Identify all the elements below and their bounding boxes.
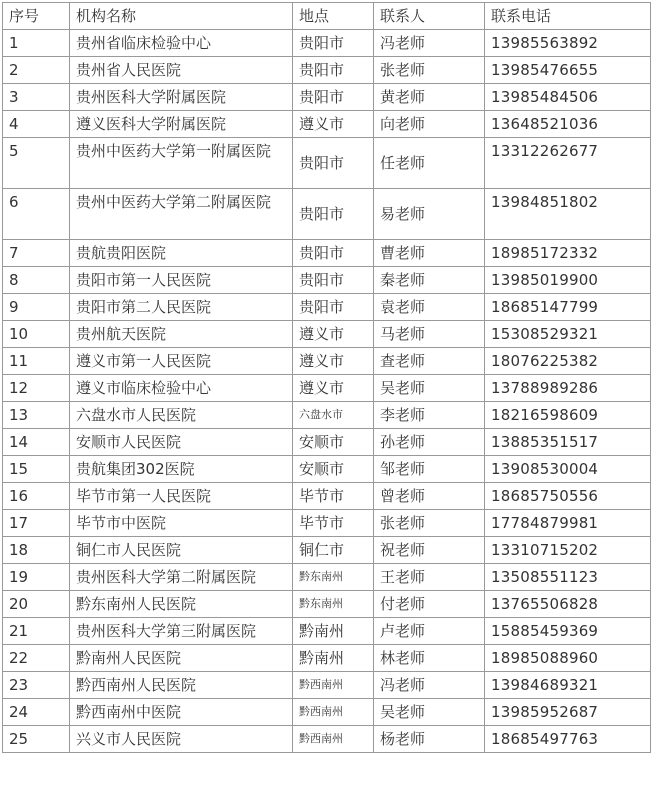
cell-contact: 曹老师 [374, 240, 485, 267]
cell-contact: 查老师 [374, 348, 485, 375]
cell-seq: 2 [3, 57, 70, 84]
cell-phone: 13985563892 [485, 30, 651, 57]
cell-phone: 13985952687 [485, 699, 651, 726]
header-phone: 联系电话 [485, 3, 651, 30]
cell-institution-name: 铜仁市人民医院 [70, 537, 293, 564]
cell-contact: 黄老师 [374, 84, 485, 111]
cell-location: 遵义市 [293, 375, 374, 402]
cell-seq: 6 [3, 189, 70, 240]
cell-contact: 林老师 [374, 645, 485, 672]
cell-location: 黔东南州 [293, 564, 374, 591]
table-row [3, 30, 651, 57]
table-row [3, 618, 651, 645]
cell-location: 毕节市 [293, 483, 374, 510]
cell-contact: 祝老师 [374, 537, 485, 564]
cell-location: 贵阳市 [293, 294, 374, 321]
cell-location: 黔西南州 [293, 672, 374, 699]
cell-contact: 向老师 [374, 111, 485, 138]
cell-contact: 张老师 [374, 57, 485, 84]
cell-institution-name: 遵义市临床检验中心 [70, 375, 293, 402]
cell-seq: 11 [3, 348, 70, 375]
cell-phone: 15885459369 [485, 618, 651, 645]
cell-location: 贵阳市 [293, 57, 374, 84]
cell-seq: 18 [3, 537, 70, 564]
cell-contact: 卢老师 [374, 618, 485, 645]
table-row [3, 375, 651, 402]
cell-contact: 王老师 [374, 564, 485, 591]
cell-contact: 张老师 [374, 510, 485, 537]
table-row [3, 111, 651, 138]
cell-location: 遵义市 [293, 321, 374, 348]
header-location: 地点 [293, 3, 374, 30]
cell-contact: 邹老师 [374, 456, 485, 483]
cell-seq: 8 [3, 267, 70, 294]
cell-phone: 13765506828 [485, 591, 651, 618]
cell-institution-name: 遵义市第一人民医院 [70, 348, 293, 375]
cell-phone: 18216598609 [485, 402, 651, 429]
table-row [3, 267, 651, 294]
cell-phone: 13788989286 [485, 375, 651, 402]
cell-institution-name: 黔西南州人民医院 [70, 672, 293, 699]
cell-contact: 杨老师 [374, 726, 485, 753]
table-body [3, 30, 651, 753]
table-row [3, 726, 651, 753]
cell-institution-name: 贵州医科大学附属医院 [70, 84, 293, 111]
cell-seq: 15 [3, 456, 70, 483]
cell-seq: 19 [3, 564, 70, 591]
cell-location: 遵义市 [293, 348, 374, 375]
table-row [3, 348, 651, 375]
cell-location: 贵阳市 [293, 30, 374, 57]
cell-seq: 7 [3, 240, 70, 267]
cell-phone: 13908530004 [485, 456, 651, 483]
cell-institution-name: 毕节市中医院 [70, 510, 293, 537]
cell-phone: 17784879981 [485, 510, 651, 537]
cell-location: 贵阳市 [293, 138, 374, 189]
table-row [3, 645, 651, 672]
cell-location: 贵阳市 [293, 240, 374, 267]
cell-contact: 马老师 [374, 321, 485, 348]
cell-phone: 13648521036 [485, 111, 651, 138]
cell-location: 贵阳市 [293, 189, 374, 240]
cell-contact: 秦老师 [374, 267, 485, 294]
table-row [3, 402, 651, 429]
cell-phone: 18685147799 [485, 294, 651, 321]
cell-location: 黔东南州 [293, 591, 374, 618]
cell-location: 毕节市 [293, 510, 374, 537]
cell-phone: 15308529321 [485, 321, 651, 348]
cell-contact: 冯老师 [374, 30, 485, 57]
cell-location: 铜仁市 [293, 537, 374, 564]
cell-location: 贵阳市 [293, 267, 374, 294]
cell-seq: 17 [3, 510, 70, 537]
table-row [3, 240, 651, 267]
cell-phone: 18985172332 [485, 240, 651, 267]
cell-institution-name: 贵航集团302医院 [70, 456, 293, 483]
cell-institution-name: 贵航贵阳医院 [70, 240, 293, 267]
cell-contact: 冯老师 [374, 672, 485, 699]
cell-phone: 13885351517 [485, 429, 651, 456]
cell-institution-name: 黔西南州中医院 [70, 699, 293, 726]
cell-location: 黔西南州 [293, 726, 374, 753]
table-row [3, 138, 651, 189]
cell-seq: 12 [3, 375, 70, 402]
cell-seq: 1 [3, 30, 70, 57]
cell-phone: 18685497763 [485, 726, 651, 753]
cell-phone: 13984851802 [485, 189, 651, 240]
cell-institution-name: 贵阳市第一人民医院 [70, 267, 293, 294]
cell-phone: 13312262677 [485, 138, 651, 189]
cell-institution-name: 贵阳市第二人民医院 [70, 294, 293, 321]
cell-phone: 13985019900 [485, 267, 651, 294]
cell-contact: 吴老师 [374, 375, 485, 402]
cell-location: 遵义市 [293, 111, 374, 138]
cell-institution-name: 兴义市人民医院 [70, 726, 293, 753]
cell-phone: 18076225382 [485, 348, 651, 375]
cell-location: 六盘水市 [293, 402, 374, 429]
cell-location: 黔南州 [293, 645, 374, 672]
table-row [3, 57, 651, 84]
table-row [3, 699, 651, 726]
cell-seq: 16 [3, 483, 70, 510]
cell-seq: 9 [3, 294, 70, 321]
table-row [3, 510, 651, 537]
table-row [3, 429, 651, 456]
header-contact: 联系人 [374, 3, 485, 30]
cell-contact: 袁老师 [374, 294, 485, 321]
cell-contact: 任老师 [374, 138, 485, 189]
table-row [3, 672, 651, 699]
cell-contact: 吴老师 [374, 699, 485, 726]
table-row [3, 564, 651, 591]
cell-institution-name: 黔东南州人民医院 [70, 591, 293, 618]
cell-location: 贵阳市 [293, 84, 374, 111]
cell-phone: 13985484506 [485, 84, 651, 111]
institution-contact-table [2, 2, 651, 753]
cell-seq: 24 [3, 699, 70, 726]
cell-seq: 13 [3, 402, 70, 429]
cell-institution-name: 贵州中医药大学第二附属医院 [70, 189, 293, 240]
cell-institution-name: 六盘水市人民医院 [70, 402, 293, 429]
cell-location: 黔西南州 [293, 699, 374, 726]
cell-seq: 25 [3, 726, 70, 753]
cell-contact: 付老师 [374, 591, 485, 618]
cell-seq: 3 [3, 84, 70, 111]
cell-institution-name: 贵州省临床检验中心 [70, 30, 293, 57]
cell-institution-name: 贵州中医药大学第一附属医院 [70, 138, 293, 189]
cell-seq: 21 [3, 618, 70, 645]
cell-institution-name: 贵州医科大学第二附属医院 [70, 564, 293, 591]
table-row [3, 537, 651, 564]
cell-institution-name: 黔南州人民医院 [70, 645, 293, 672]
cell-phone: 13985476655 [485, 57, 651, 84]
cell-seq: 5 [3, 138, 70, 189]
table-row [3, 84, 651, 111]
table-row [3, 591, 651, 618]
cell-phone: 13984689321 [485, 672, 651, 699]
cell-contact: 曾老师 [374, 483, 485, 510]
table-row [3, 483, 651, 510]
cell-institution-name: 毕节市第一人民医院 [70, 483, 293, 510]
cell-institution-name: 安顺市人民医院 [70, 429, 293, 456]
cell-phone: 13508551123 [485, 564, 651, 591]
header-seq: 序号 [3, 3, 70, 30]
cell-seq: 22 [3, 645, 70, 672]
cell-institution-name: 贵州航天医院 [70, 321, 293, 348]
cell-contact: 李老师 [374, 402, 485, 429]
table-row [3, 189, 651, 240]
cell-location: 安顺市 [293, 456, 374, 483]
cell-seq: 10 [3, 321, 70, 348]
cell-contact: 易老师 [374, 189, 485, 240]
table-header-row [3, 3, 651, 30]
cell-phone: 18685750556 [485, 483, 651, 510]
cell-institution-name: 贵州省人民医院 [70, 57, 293, 84]
table-row [3, 456, 651, 483]
cell-phone: 13310715202 [485, 537, 651, 564]
table-row [3, 321, 651, 348]
table-row [3, 294, 651, 321]
cell-phone: 18985088960 [485, 645, 651, 672]
cell-location: 黔南州 [293, 618, 374, 645]
cell-institution-name: 遵义医科大学附属医院 [70, 111, 293, 138]
header-name: 机构名称 [70, 3, 293, 30]
cell-contact: 孙老师 [374, 429, 485, 456]
cell-seq: 23 [3, 672, 70, 699]
cell-seq: 4 [3, 111, 70, 138]
cell-institution-name: 贵州医科大学第三附属医院 [70, 618, 293, 645]
cell-seq: 20 [3, 591, 70, 618]
cell-seq: 14 [3, 429, 70, 456]
cell-location: 安顺市 [293, 429, 374, 456]
